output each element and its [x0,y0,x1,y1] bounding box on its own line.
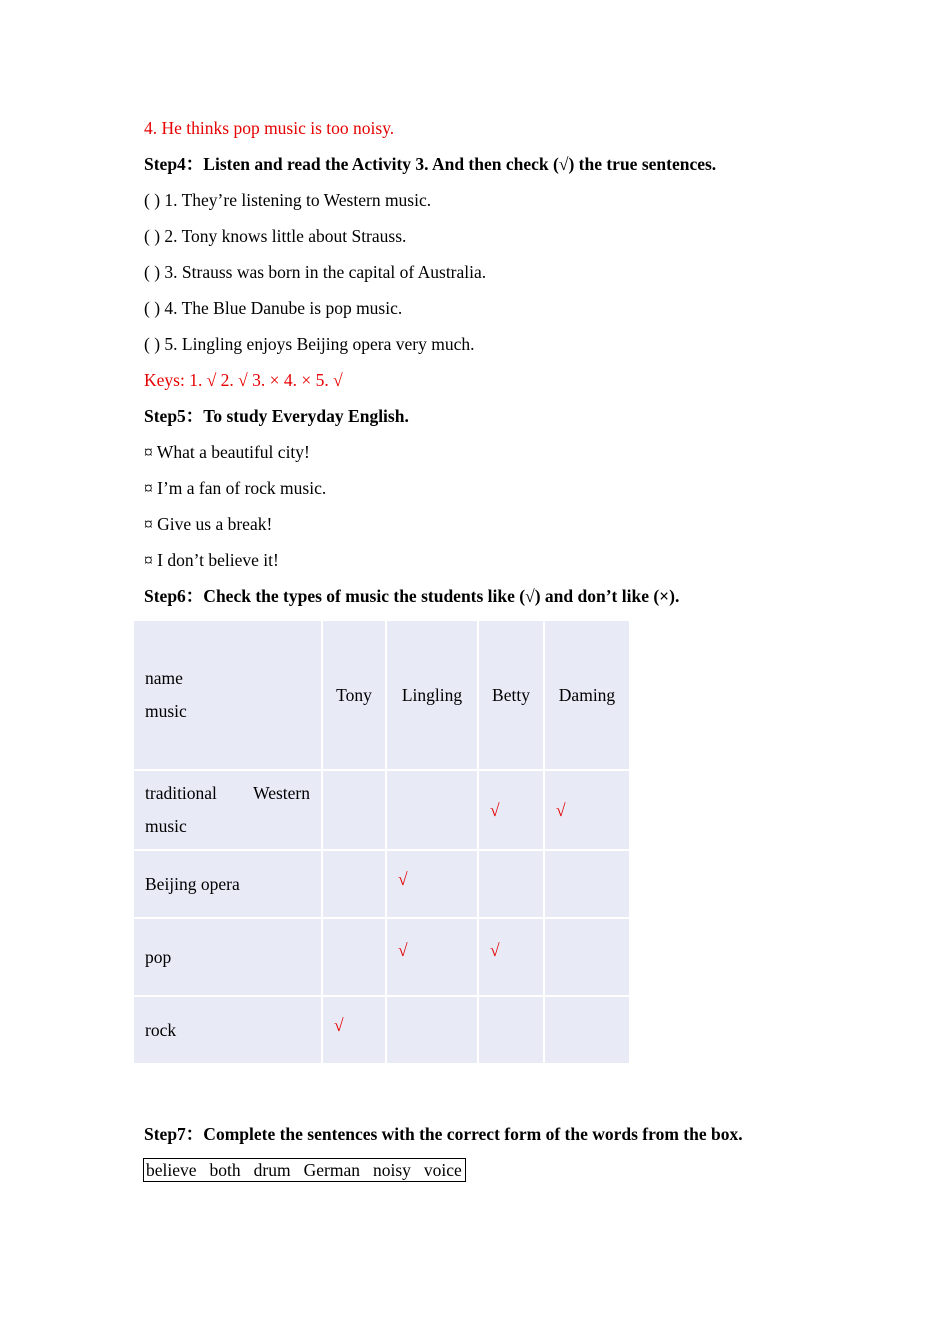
mark-cell [478,996,544,1064]
word-box-item: both [209,1160,241,1180]
mark-cell [386,770,478,850]
mark-cell: √ [386,850,478,918]
word-box-item: German [303,1160,360,1180]
mark-cell [544,996,630,1064]
word-box-item: believe [146,1160,197,1180]
column-header-betty: Betty [478,620,544,770]
mark-cell: √ [478,770,544,850]
row-label-pop: pop [133,918,322,996]
word-box [143,1158,466,1182]
step4-item-2: ( ) 2. Tony knows little about Strauss. [144,226,407,246]
word-box-item: drum [253,1160,291,1180]
mark-cell [478,850,544,918]
column-header-tony: Tony [322,620,386,770]
word-box-item: voice [423,1160,462,1180]
mark-cell: √ [386,918,478,996]
table-row [133,996,630,1064]
column-header-lingling: Lingling [386,620,478,770]
row-label-part: Western [253,783,310,803]
row-label-beijing-opera: Beijing opera [133,850,322,918]
step4-item-5: ( ) 5. Lingling enjoys Beijing opera very much. [144,334,475,354]
table-row [133,770,630,850]
step5-item-1: ¤ What a beautiful city! [144,442,310,462]
mark-cell: √ [478,918,544,996]
step5-item-4: ¤ I don’t believe it! [144,550,279,570]
mark-cell: √ [322,996,386,1064]
mark-cell [544,850,630,918]
music-preference-table [132,619,631,1065]
row-label-part: music [145,816,187,836]
step4-keys: Keys: 1. √ 2. √ 3. × 4. × 5. √ [144,370,343,390]
step5-item-2: ¤ I’m a fan of rock music. [144,478,327,498]
table-row [133,850,630,918]
column-header-daming: Daming [544,620,630,770]
mark-cell [322,918,386,996]
row-label-rock: rock [133,996,322,1064]
mark-cell [544,918,630,996]
mark-cell [386,996,478,1064]
table-header-row [133,620,630,770]
table-row [133,918,630,996]
step4-heading: Step4：Listen and read the Activity 3. And then check (√) the true sentences. [144,154,717,174]
step4-item-3: ( ) 3. Strauss was born in the capital of Australia. [144,262,487,282]
step5-heading: Step5：To study Everyday English. [144,406,409,426]
row-label-traditional-western-music [133,770,322,850]
mark-cell: √ [544,770,630,850]
step7-heading: Step7：Complete the sentences with the correct form of the words from the box. [144,1124,743,1144]
step4-item-4: ( ) 4. The Blue Danube is pop music. [144,298,403,318]
step4-item-1: ( ) 1. They’re listening to Western music. [144,190,432,210]
word-box-item: noisy [372,1160,411,1180]
previous-answer: 4. He thinks pop music is too noisy. [144,118,395,138]
corner-name-label: name [145,668,183,688]
mark-cell [322,850,386,918]
mark-cell [322,770,386,850]
corner-music-label: music [145,701,187,721]
step5-item-3: ¤ Give us a break! [144,514,273,534]
step6-heading: Step6：Check the types of music the students like (√) and don’t like (×). [144,586,680,606]
corner-cell [133,620,322,770]
row-label-part: traditional [145,783,217,803]
